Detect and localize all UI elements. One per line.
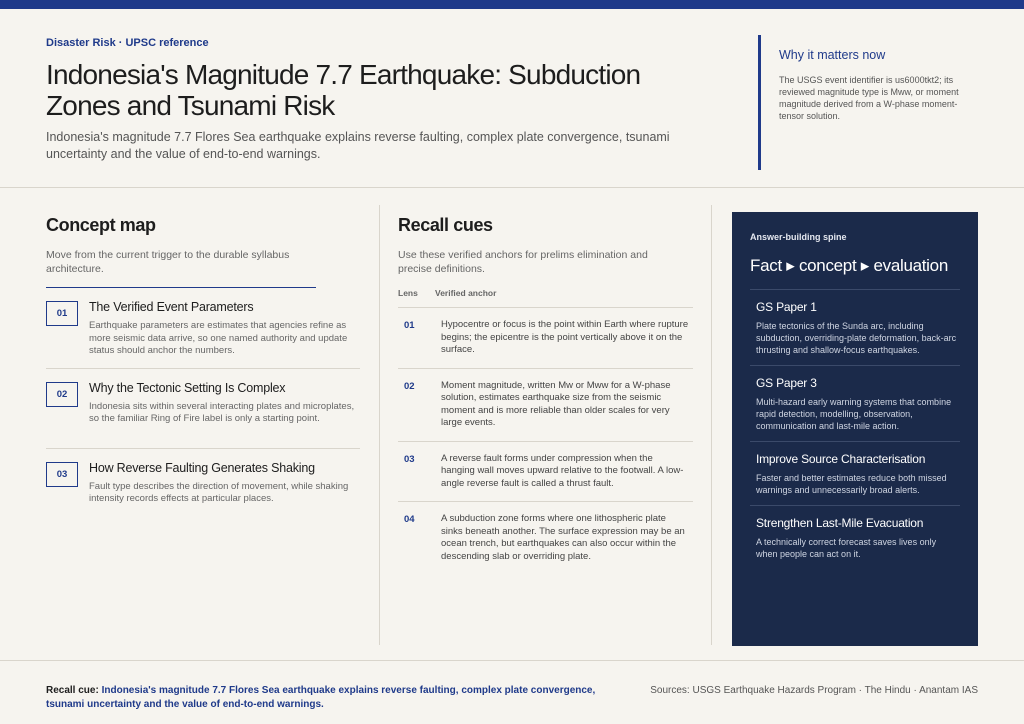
concept-item-number: 03 bbox=[46, 462, 78, 487]
recall-row bbox=[398, 369, 693, 442]
kicker: Disaster Risk · UPSC reference bbox=[46, 37, 209, 49]
recall-row-number: 02 bbox=[404, 380, 415, 392]
footer-sources: Sources: USGS Earthquake Hazards Program · The Hindu · Anantam IAS bbox=[650, 685, 978, 696]
why-it-matters-text: The USGS event identifier is us6000tkt2; its reviewed magnitude type is Mww, or moment magnitude derived from a W-phase moment-tensor solution. bbox=[779, 75, 959, 121]
concept-item-number: 02 bbox=[46, 382, 78, 407]
lens-column-header: Lens bbox=[398, 288, 418, 298]
top-accent-bar bbox=[0, 0, 1024, 9]
footer-recall-cue bbox=[46, 684, 626, 712]
concept-item-number: 01 bbox=[46, 301, 78, 326]
recall-row bbox=[398, 442, 693, 503]
spine-item-text: Plate tectonics of the Sunda arc, including subduction, overriding-plate deformation, back-arc thrusting and shallow-focus earthquakes. bbox=[756, 321, 957, 355]
page-dek: Indonesia's magnitude 7.7 Flores Sea earthquake explains reverse faulting, complex plate convergence, tsunami uncertainty and the value of end-to-end warnings. bbox=[46, 130, 670, 161]
spine-item bbox=[750, 506, 960, 569]
concept-item-title: How Reverse Faulting Generates Shaking bbox=[89, 460, 315, 475]
spine-item-title: GS Paper 3 bbox=[756, 376, 817, 390]
answer-building-spine-panel bbox=[732, 212, 978, 646]
spine-heading: Fact ▸ concept ▸ evaluation bbox=[750, 256, 960, 290]
column-divider bbox=[379, 205, 380, 645]
footer-cue-text: Indonesia's magnitude 7.7 Flores Sea earthquake explains reverse faulting, complex plate convergence, tsunami uncertainty and the value of end-to-end warnings. bbox=[46, 685, 596, 710]
recall-row-number: 01 bbox=[404, 320, 415, 331]
why-it-matters-box bbox=[758, 35, 973, 170]
why-it-matters-title: Why it matters now bbox=[779, 48, 886, 62]
spine-item-text: Faster and better estimates reduce both missed warnings and unnecessarily broad alerts. bbox=[756, 473, 947, 495]
recall-row-number: 04 bbox=[404, 514, 415, 525]
recall-row-text: Moment magnitude, written Mw or Mww for a W-phase solution, estimates earthquake size from the seismic moment and is more reliable than older scales for very large events. bbox=[441, 379, 671, 428]
concept-map-title: Concept map bbox=[46, 215, 156, 235]
recall-cues-section bbox=[398, 215, 693, 574]
concept-item-text: Indonesia sits within several interacting plates and microplates, so the familiar Ring of Fire label is only a starting point. bbox=[89, 400, 355, 424]
recall-row-number: 03 bbox=[404, 453, 415, 465]
spine-item-text: A technically correct forecast saves lives only when people can act on it. bbox=[756, 537, 937, 559]
spine-item-title: Improve Source Characterisation bbox=[756, 452, 926, 466]
concept-map-section bbox=[46, 215, 360, 529]
page-header bbox=[0, 9, 1024, 188]
spine-item bbox=[750, 442, 960, 506]
recall-row bbox=[398, 308, 693, 369]
page-footer bbox=[0, 660, 1024, 724]
concept-item-text: Earthquake parameters are estimates that agencies refine as more seismic data arrive, so one named authority and update status should anchor the numbers. bbox=[89, 320, 348, 356]
spine-label: Answer-building spine bbox=[750, 232, 847, 242]
footer-cue-label: Recall cue: bbox=[46, 685, 99, 696]
concept-item bbox=[46, 449, 360, 529]
recall-row bbox=[398, 502, 693, 574]
recall-table-header bbox=[398, 288, 693, 308]
recall-row-text: Hypocentre or focus is the point within Earth where rupture begins; the epicentre is the point vertically above it on the surface. bbox=[441, 319, 689, 355]
column-divider bbox=[711, 205, 712, 645]
concept-item bbox=[46, 369, 360, 449]
concept-map-subtitle: Move from the current trigger to the durable syllabus architecture. bbox=[46, 248, 316, 288]
concept-item-text: Fault type describes the direction of movement, while shaking intensity records effects at particular places. bbox=[89, 480, 349, 504]
concept-item bbox=[46, 288, 360, 369]
spine-item bbox=[750, 290, 960, 366]
spine-item-title: GS Paper 1 bbox=[756, 300, 817, 314]
recall-row-text: A reverse fault forms under compression when the hanging wall moves upward relative to the footwall. A low-angle reverse fault is called a thrust fault. bbox=[441, 452, 684, 489]
spine-item bbox=[750, 366, 960, 442]
recall-row-text: A subduction zone forms where one lithospheric plate sinks beneath another. The surface expression may be an ocean trench, but earthquakes can also occur within the descending slab or overriding plate. bbox=[441, 513, 685, 562]
spine-item-text: Multi-hazard early warning systems that combine rapid detection, modelling, observation, communication and last-mile action. bbox=[756, 397, 952, 431]
recall-cues-title: Recall cues bbox=[398, 215, 493, 235]
spine-item-title: Strengthen Last-Mile Evacuation bbox=[756, 516, 924, 530]
concept-item-title: The Verified Event Parameters bbox=[89, 300, 254, 314]
anchor-column-header: Verified anchor bbox=[435, 288, 497, 298]
concept-item-title: Why the Tectonic Setting Is Complex bbox=[89, 380, 286, 395]
page-title: Indonesia's Magnitude 7.7 Earthquake: Subduction Zones and Tsunami Risk bbox=[46, 59, 641, 121]
recall-cues-subtitle: Use these verified anchors for prelims elimination and precise definitions. bbox=[398, 249, 648, 275]
